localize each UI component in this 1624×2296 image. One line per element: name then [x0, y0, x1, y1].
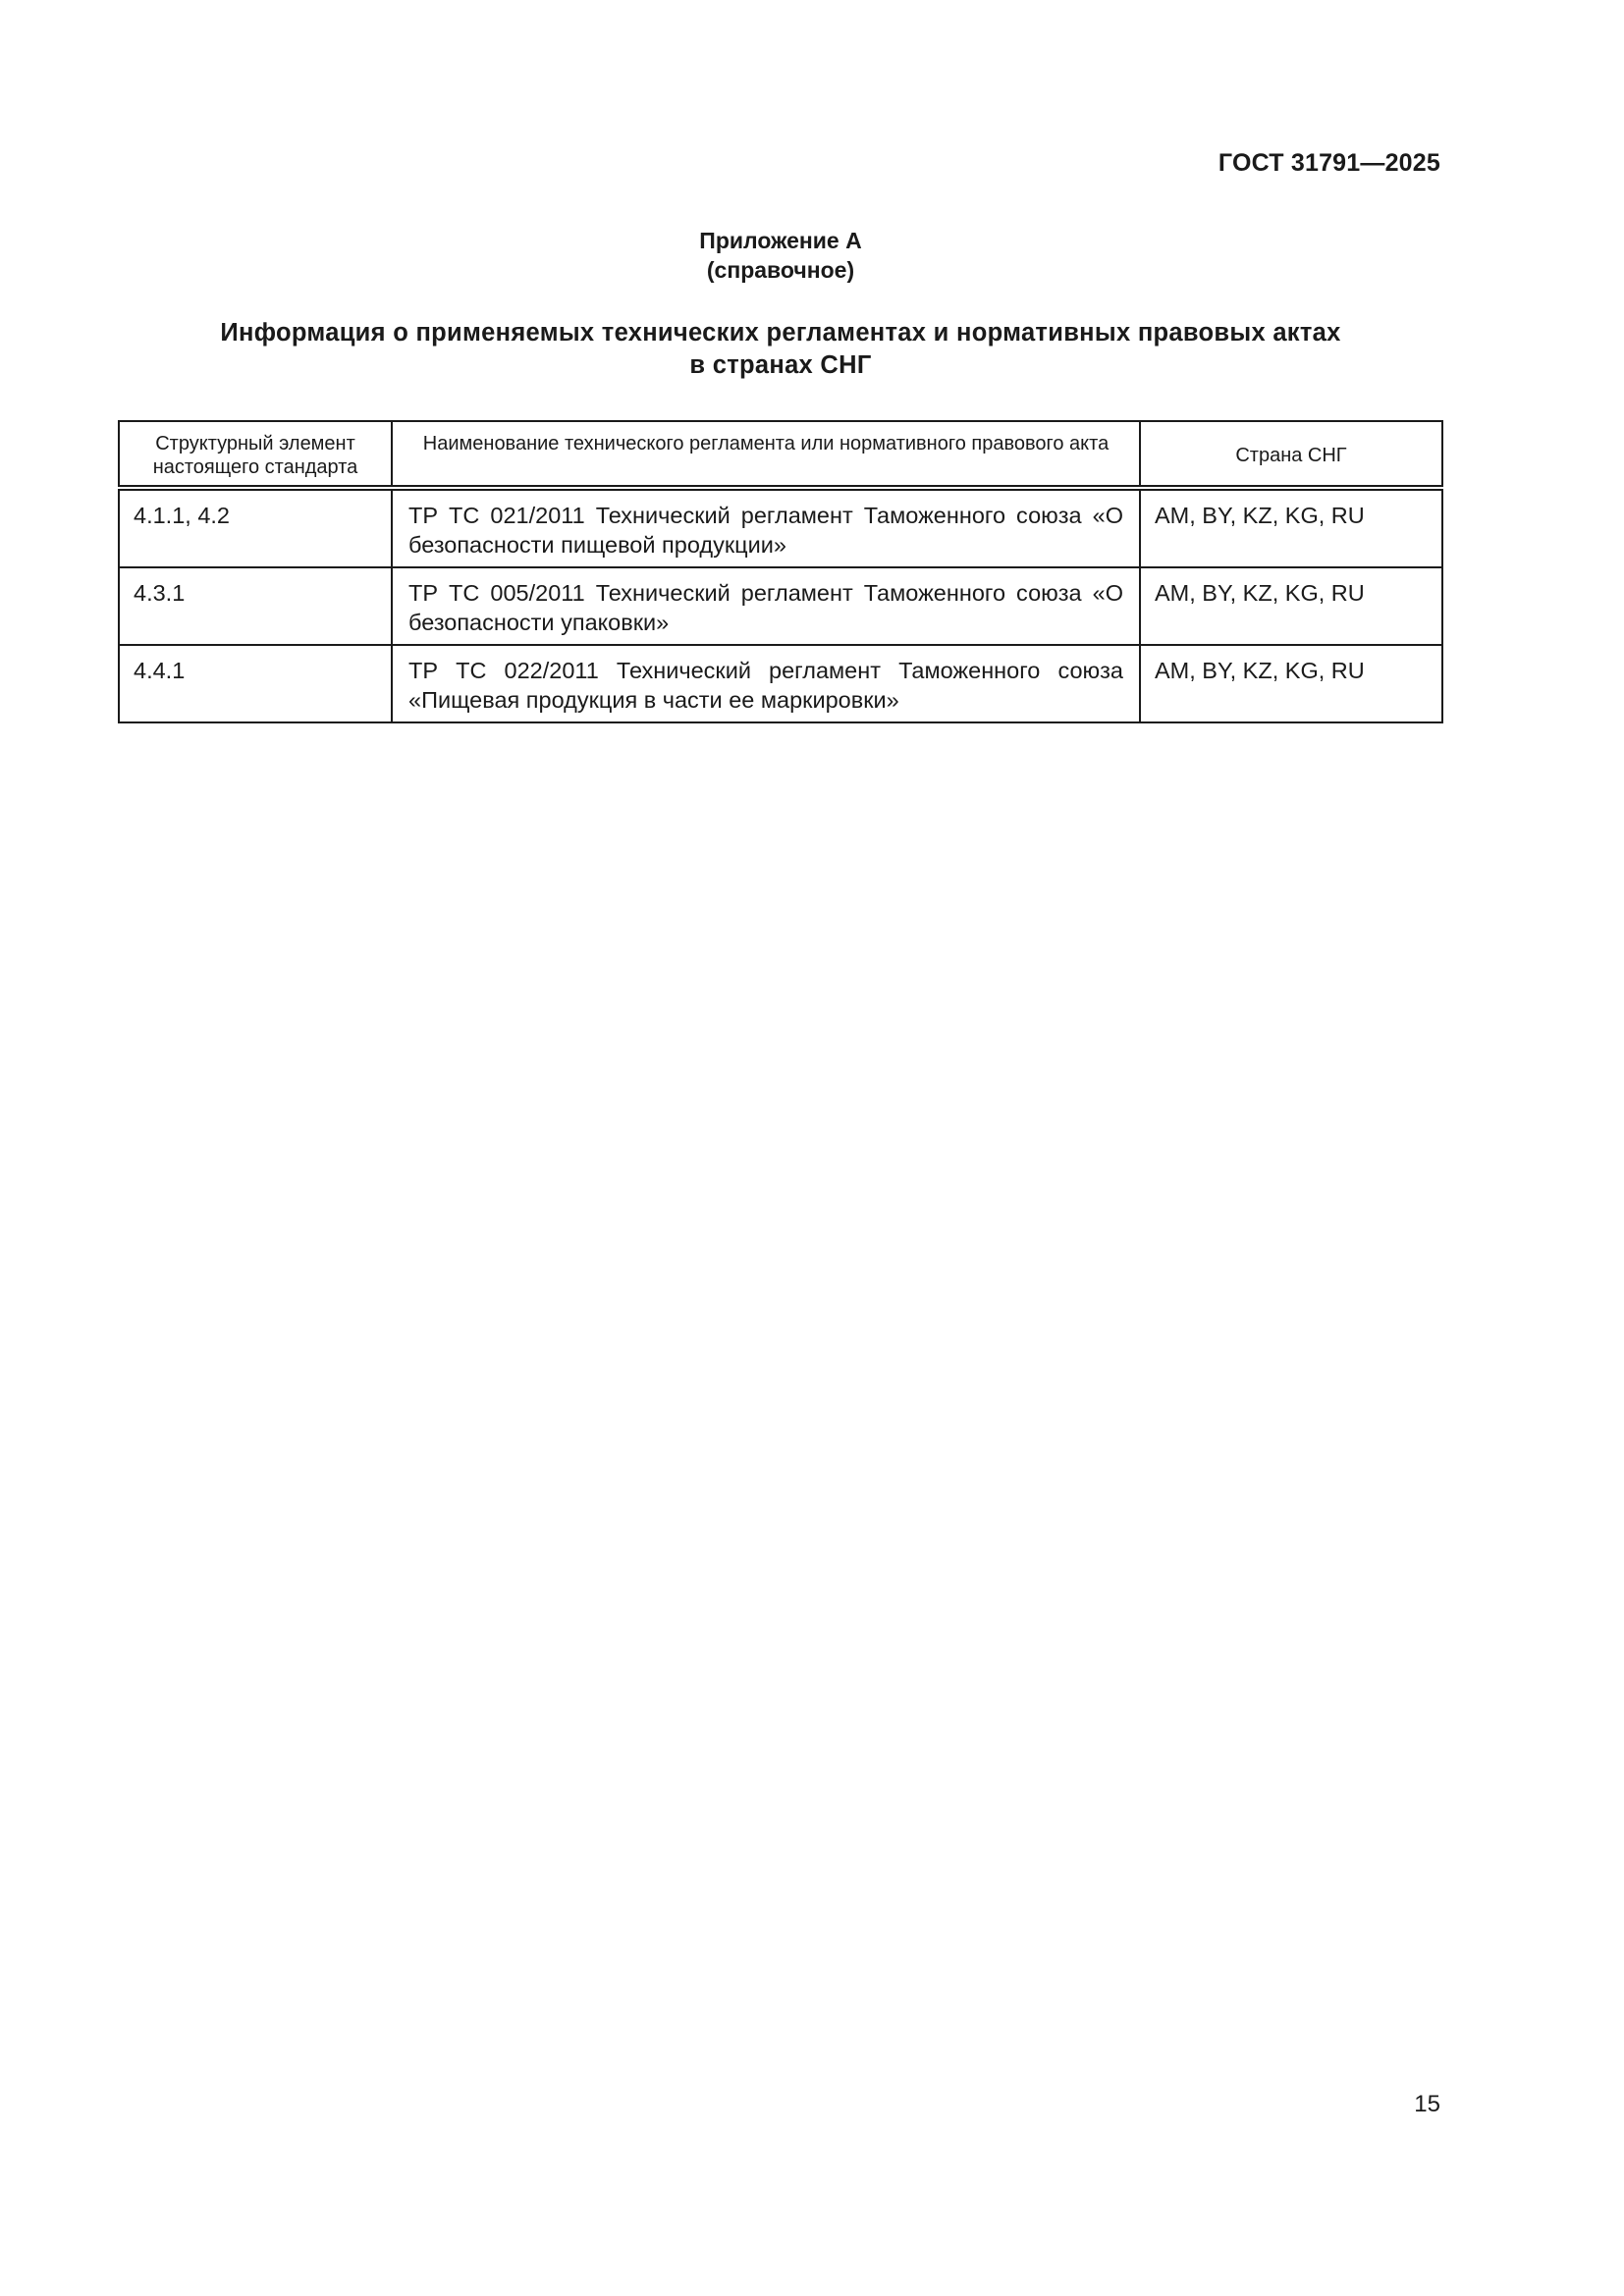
header-regulation-name: Наименование технического регламента или нормативного правового акта	[392, 421, 1140, 488]
cell-countries: AM, BY, KZ, KG, RU	[1140, 567, 1442, 645]
annex-title-line-2: в странах СНГ	[689, 351, 872, 379]
cell-countries: AM, BY, KZ, KG, RU	[1140, 645, 1442, 722]
table-row	[119, 488, 1442, 567]
cell-element: 4.1.1, 4.2	[119, 488, 392, 567]
annex-heading	[0, 226, 1561, 285]
cell-regulation: ТР ТС 021/2011 Технический регламент Таможенного союза «О безопасности пищевой продукции»	[392, 488, 1140, 567]
cell-regulation: ТР ТС 022/2011 Технический регламент Таможенного союза «Пищевая продукция в части ее маркировки»	[392, 645, 1140, 722]
annex-type: (справочное)	[706, 257, 855, 283]
header-structural-element: Структурный элемент настоящего стандарта	[119, 421, 392, 488]
header-country: Страна СНГ	[1140, 421, 1442, 488]
cell-element: 4.4.1	[119, 645, 392, 722]
cell-element: 4.3.1	[119, 567, 392, 645]
table-row	[119, 567, 1442, 645]
annex-label: Приложение А	[699, 228, 862, 253]
document-code: ГОСТ 31791—2025	[1218, 149, 1440, 177]
cell-regulation: ТР ТС 005/2011 Технический регламент Таможенного союза «О безопасности упаковки»	[392, 567, 1140, 645]
table-row	[119, 645, 1442, 722]
regulations-table	[118, 420, 1443, 723]
annex-title-line-1: Информация о применяемых технических регламентах и нормативных правовых актах	[220, 319, 1341, 347]
annex-title	[0, 317, 1561, 382]
cell-countries: AM, BY, KZ, KG, RU	[1140, 488, 1442, 567]
page-number: 15	[1414, 2091, 1440, 2117]
table-header-row	[119, 421, 1442, 488]
